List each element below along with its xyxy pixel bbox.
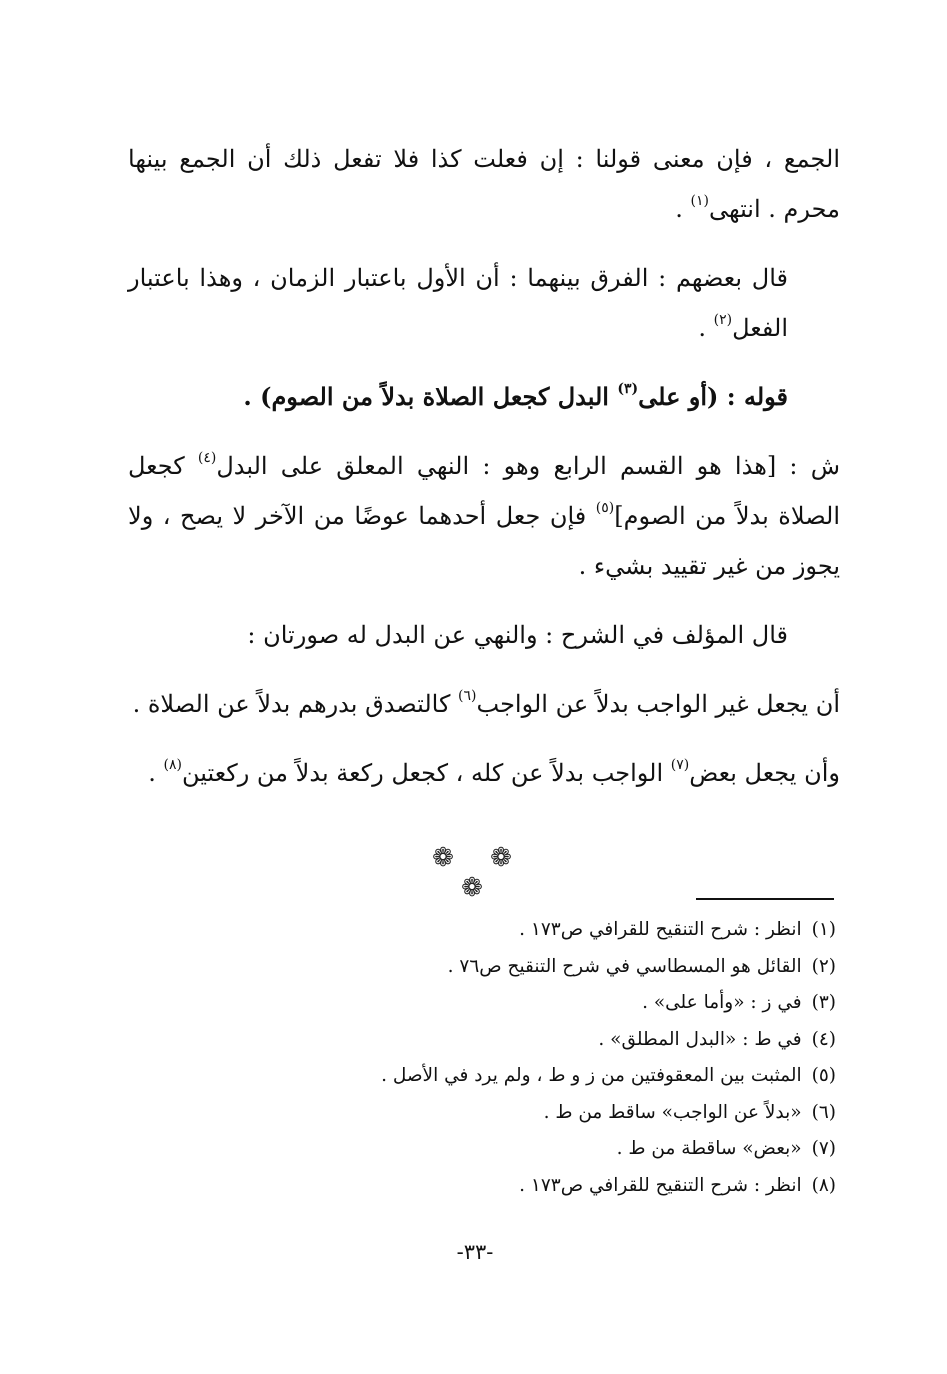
footnote-text: انظر : شرح التنقيح للقرافي ص١٧٣ . — [519, 919, 802, 940]
paragraph-5-text: قال المؤلف في الشرح : والنهي عن البدل له صورتان : — [247, 621, 788, 649]
footnote-text: القائل هو المسطاسي في شرح التنقيح ص٧٦ . — [447, 955, 802, 977]
paragraph-4-part-c: فإن جعل أحدهما عوضًا من الآخر لا يصح ، ولا يجوز من غير تقييد بشيء . — [128, 502, 840, 580]
paragraph-7-part-c: . — [148, 759, 164, 787]
footnote-3 — [200, 985, 836, 1022]
footnote-ref-1[interactable]: (١) — [690, 193, 709, 209]
footnote-7 — [200, 1131, 836, 1168]
paragraph-7-part-a: وأن يجعل بعض — [689, 759, 840, 787]
footnote-text: «بدلاً عن الواجب» ساقط من ط . — [543, 1101, 802, 1123]
footnote-1 — [200, 912, 836, 949]
paragraph-2-text: قال بعضهم : الفرق بينهما : أن الأول باعتبار الزمان ، وهذا باعتبار الفعل — [128, 264, 788, 342]
paragraph-6-part-b: كالتصدق بدرهم بدلاً عن الصلاة . — [132, 690, 459, 718]
footnote-text: في ط : «البدل المطلق» . — [598, 1028, 802, 1050]
footnote-ref-3[interactable]: (٣) — [617, 381, 639, 397]
paragraph-1-tail: . — [675, 195, 691, 223]
footnote-number: (٧) — [811, 1138, 836, 1159]
footnote-ref-8[interactable]: (٨) — [163, 757, 182, 773]
paragraph-7 — [128, 748, 840, 798]
paragraph-1 — [128, 134, 840, 234]
quote-part-b: البدل كجعل الصلاة بدلاً من الصوم) . — [243, 382, 618, 411]
footnote-text: انظر : شرح التنقيح للقرافي ص١٧٣ . — [519, 1174, 802, 1196]
footnote-number: (٥) — [811, 1065, 836, 1086]
footnote-number: (٨) — [811, 1174, 836, 1196]
footnote-text: «بعض» ساقطة من ط . — [616, 1138, 802, 1159]
footnote-6 — [200, 1095, 836, 1132]
quote-part-a: (أو على — [638, 382, 719, 411]
paragraph-2-tail: . — [698, 314, 714, 342]
main-text — [128, 134, 840, 817]
footnote-ref-4[interactable]: (٤) — [197, 450, 217, 466]
footnote-number: (٤) — [811, 1028, 836, 1050]
footnote-ref-7[interactable]: (٧) — [670, 757, 690, 773]
footnote-ref-6[interactable]: (٦) — [458, 688, 477, 704]
footnote-4 — [200, 1022, 836, 1059]
page-number: -٣٣- — [456, 1240, 494, 1264]
paragraph-7-part-b: الواجب بدلاً عن كله ، كجعل ركعة بدلاً من ركعتين — [181, 759, 671, 787]
footnote-ref-5[interactable]: (٥) — [595, 500, 615, 516]
ornament-divider: ❁ ❁ ❁ — [432, 843, 526, 903]
footnote-number: (١) — [811, 919, 836, 940]
footnote-text: في ز : «وأما على» . — [642, 992, 802, 1013]
paragraph-4 — [128, 441, 840, 591]
footnote-separator — [696, 898, 834, 900]
quote-lead: قوله : — [718, 382, 788, 411]
paragraph-4-part-b: كجعل الصلاة بدلاً من الصوم] — [128, 452, 840, 530]
footnote-ref-2[interactable]: (٢) — [713, 312, 733, 328]
footnote-number: (٢) — [811, 955, 836, 977]
footnote-2 — [200, 949, 836, 986]
footnote-5 — [200, 1058, 836, 1095]
footnotes — [200, 912, 836, 1204]
paragraph-6 — [128, 679, 840, 729]
paragraph-5 — [128, 610, 840, 660]
footnote-8 — [200, 1168, 836, 1205]
footnote-text: المثبت بين المعقوفتين من ز و ط ، ولم يرد في الأصل . — [381, 1065, 802, 1086]
paragraph-4-part-a: ش : [هذا هو القسم الرابع وهو : النهي المعلق على البدل — [216, 452, 840, 480]
paragraph-2 — [128, 253, 840, 353]
footnote-number: (٦) — [811, 1101, 836, 1123]
paragraph-3-quote — [128, 372, 840, 422]
paragraph-6-part-a: أن يجعل غير الواجب بدلاً عن الواجب — [476, 690, 840, 718]
footnote-number: (٣) — [811, 992, 836, 1013]
paragraph-1-text: الجمع ، فإن معنى قولنا : إن فعلت كذا فلا تفعل ذلك أن الجمع بينها محرم . انتهى — [128, 145, 840, 223]
